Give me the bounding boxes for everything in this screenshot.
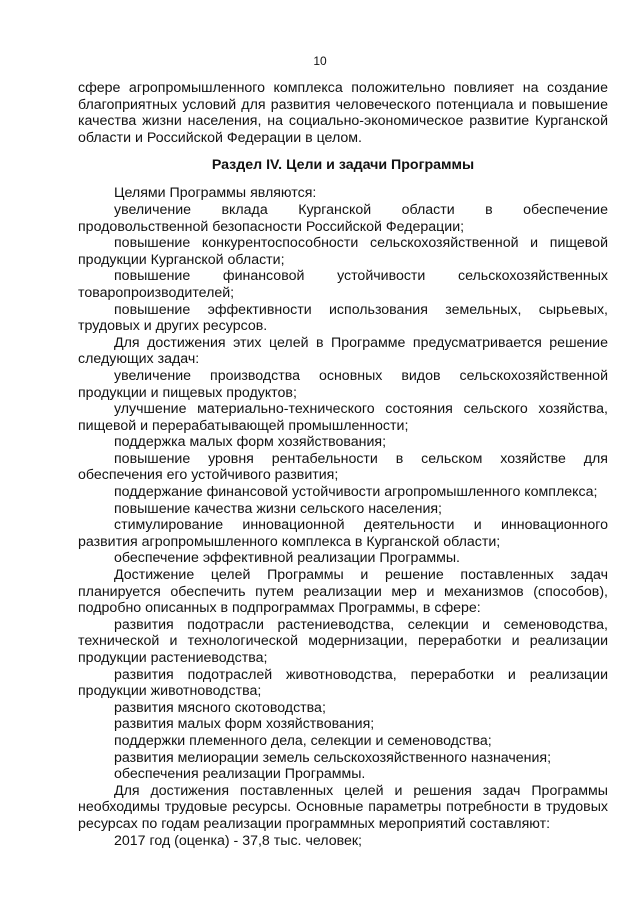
- task-item: стимулирование инновационной деятельности и инновационного развития агропромышленного комплекса в Курганской области;: [78, 517, 608, 550]
- document-body: [78, 80, 608, 849]
- task-item: увеличение производства основных видов сельскохозяйственной продукции и пищевых продуктов;: [78, 367, 608, 401]
- goal-item: повышение эффективности использования земельных, сырьевых, трудовых и других ресурсов.: [78, 301, 608, 335]
- goal-item: увеличение вклада Курганской области в обеспечение продовольственной безопасности Российской Федерации;: [78, 201, 608, 235]
- task-item: повышение качества жизни сельского населения;: [114, 500, 442, 517]
- tasks-intro: Для достижения этих целей в Программе предусматривается решение следующих задач:: [78, 334, 608, 368]
- measure-item: развития мясного скотоводства;: [114, 699, 326, 716]
- goal-item: повышение конкурентоспособности сельскохозяйственной и пищевой продукции Курганской области;: [78, 235, 608, 268]
- measure-item: развития подотрасли растениеводства, селекции и семеноводства, технической и технологической модернизации, переработки и реализации продукции растениеводства;: [78, 616, 608, 666]
- section-title: Раздел IV. Цели и задачи Программы: [211, 157, 475, 174]
- resources-intro: Для достижения поставленных целей и решения задач Программы необходимы трудовые ресурсы. Основные параметры потребности в трудовых ресурсах по годам реализации программных мероприятий составляют:: [78, 782, 608, 832]
- measure-item: обеспечения реализации Программы.: [114, 766, 366, 783]
- task-item: поддержка малых форм хозяйствования;: [114, 434, 387, 451]
- goals-intro: Целями Программы являются:: [114, 185, 317, 202]
- measure-item: поддержки племенного дела, селекции и семеноводства;: [114, 732, 492, 749]
- intro-paragraph: сфере агропромышленного комплекса положительно повлияет на создание благоприятных условий для развития человеческого потенциала и повышение качества жизни населения, на социально-экономическое развитие Курганской области и Российской Федерации в целом.: [78, 80, 608, 146]
- measure-item: развития малых форм хозяйствования;: [114, 716, 375, 733]
- task-item: поддержание финансовой устойчивости агропромышленного комплекса;: [114, 484, 598, 501]
- measures-intro: Достижение целей Программы и решение поставленных задач планируется обеспечить путем реализации мер и механизмов (способов), подробно описанных в подпрограммах Программы, в сфере:: [78, 567, 608, 617]
- task-item: улучшение материально-технического состояния сельского хозяйства, пищевой и перерабатывающей промышленности;: [78, 401, 608, 434]
- goal-item: повышение финансовой устойчивости сельскохозяйственных товаропроизводителей;: [78, 268, 608, 301]
- task-item: обеспечение эффективной реализации Программы.: [114, 550, 460, 567]
- resource-item: 2017 год (оценка) - 37,8 тыс. человек;: [114, 832, 362, 849]
- page-number: 10: [313, 54, 327, 68]
- measure-item: развития мелиорации земель сельскохозяйственного назначения;: [114, 749, 552, 766]
- measure-item: развития подотраслей животноводства, переработки и реализации продукции животноводства;: [78, 666, 608, 700]
- task-item: повышение уровня рентабельности в сельском хозяйстве для обеспечения его устойчивого развития;: [78, 450, 608, 484]
